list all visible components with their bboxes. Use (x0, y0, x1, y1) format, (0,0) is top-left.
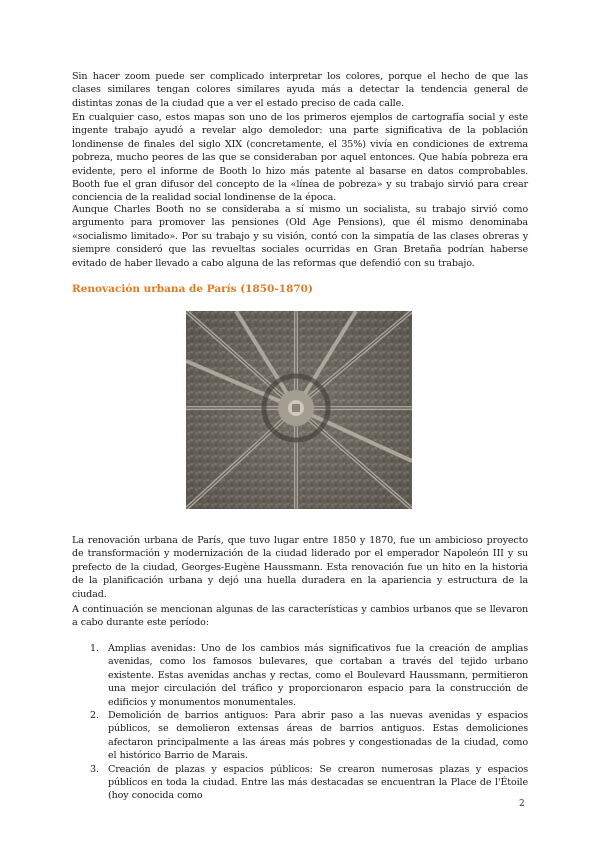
paragraph-paris-renovation: La renovación urbana de París, que tuvo lugar entre 1850 y 1870, fue un ambicioso proyecto de transformación y modernización de la ciudad liderado por el emperador Napoleón III y su prefecto de la ciudad, Georges-Eugène Haussmann. Esta renovación fue un hito en la historia de la planificación urbana y dejó una huella duradera en la apariencia y estructura de la ciudad. (72, 535, 528, 600)
aerial-photo-illustration (186, 311, 412, 509)
list-item-number: 1. (90, 643, 99, 654)
section-heading-paris-renovation: Renovación urbana de París (1850-1870) (72, 283, 313, 295)
list-item-number: 2. (90, 710, 99, 722)
list-item-text: Demolición de barrios antiguos: Para abrir paso a las nuevas avenidas y espacios públicos, se demolieron extensas áreas de barrios antiguos. Estas demoliciones afectaron principalmente a las áreas más pobres y congestionadas de la ciudad, como el histórico Barrio de Marais. (108, 710, 528, 762)
aerial-photo-place-etoile (186, 311, 412, 509)
list-item (72, 763, 528, 803)
list-item-number: 3. (90, 763, 99, 775)
page-number: 2 (519, 799, 525, 809)
list-item-text: Amplias avenidas: Uno de los cambios más significativos fue la creación de amplias avenidas, como los famosos bulevares, que cortaban a través del tejido urbano existente. Estas avenidas anchas y rectas, como el Boulevard Haussmann, permitieron una mejor circulación del tráfico y proporcionaron espacio para la construcción de edificios y monumentos monumentales. (108, 643, 528, 708)
paragraph-charles-booth: Aunque Charles Booth no se consideraba a sí mismo un socialista, su trabajo sirvió como argumento para promover las pensiones (Old Age Pensions), que él mismo denominaba «socialismo limitado». Por su trabajo y su visión, contó con la simpatía de las clases obreras y siempre consideró que las revueltas sociales ocurridas en Gran Bretaña podrían haberse evitado de haber llevado a cabo alguna de las reformas que defendió con su trabajo. (72, 204, 528, 269)
paragraph-list-intro: A continuación se mencionan algunas de las características y cambios urbanos que se llevaron a cabo durante este período: (72, 604, 528, 629)
list-item-text: Creación de plazas y espacios públicos: Se crearon numerosas plazas y espacios públicos en toda la ciudad. Entre las más destacadas se encuentran la Place de l'Étoile (hoy conocida como (108, 763, 528, 802)
paragraph-color-interpretation: Sin hacer zoom puede ser complicado interpretar los colores, porque el hecho de que las clases similares tengan colores similares ayuda más a detectar la tendencia general de distintas zonas de la ciudad que a ver el estado preciso de cada calle. (72, 71, 528, 109)
paragraph-social-cartography: En cualquier caso, estos mapas son uno de los primeros ejemplos de cartografía social y este ingente trabajo ayudó a revelar algo demoledor: una parte significativa de la población londinense de finales del siglo XIX (concretamente, el 35%) vivía en condiciones de extrema pobreza, mucho peores de las que se consideraban por aquel entonces. Que había pobreza era evidente, pero el informe de Booth lo hizo más patente al basarse en datos comprobables. Booth fue el gran difusor del concepto de la «línea de pobreza» y su trabajo sirvió para crear conciencia de la realidad social londinense de la época. (72, 112, 528, 204)
urban-changes-list (72, 642, 528, 803)
list-item (72, 709, 528, 763)
list-item (72, 642, 528, 709)
